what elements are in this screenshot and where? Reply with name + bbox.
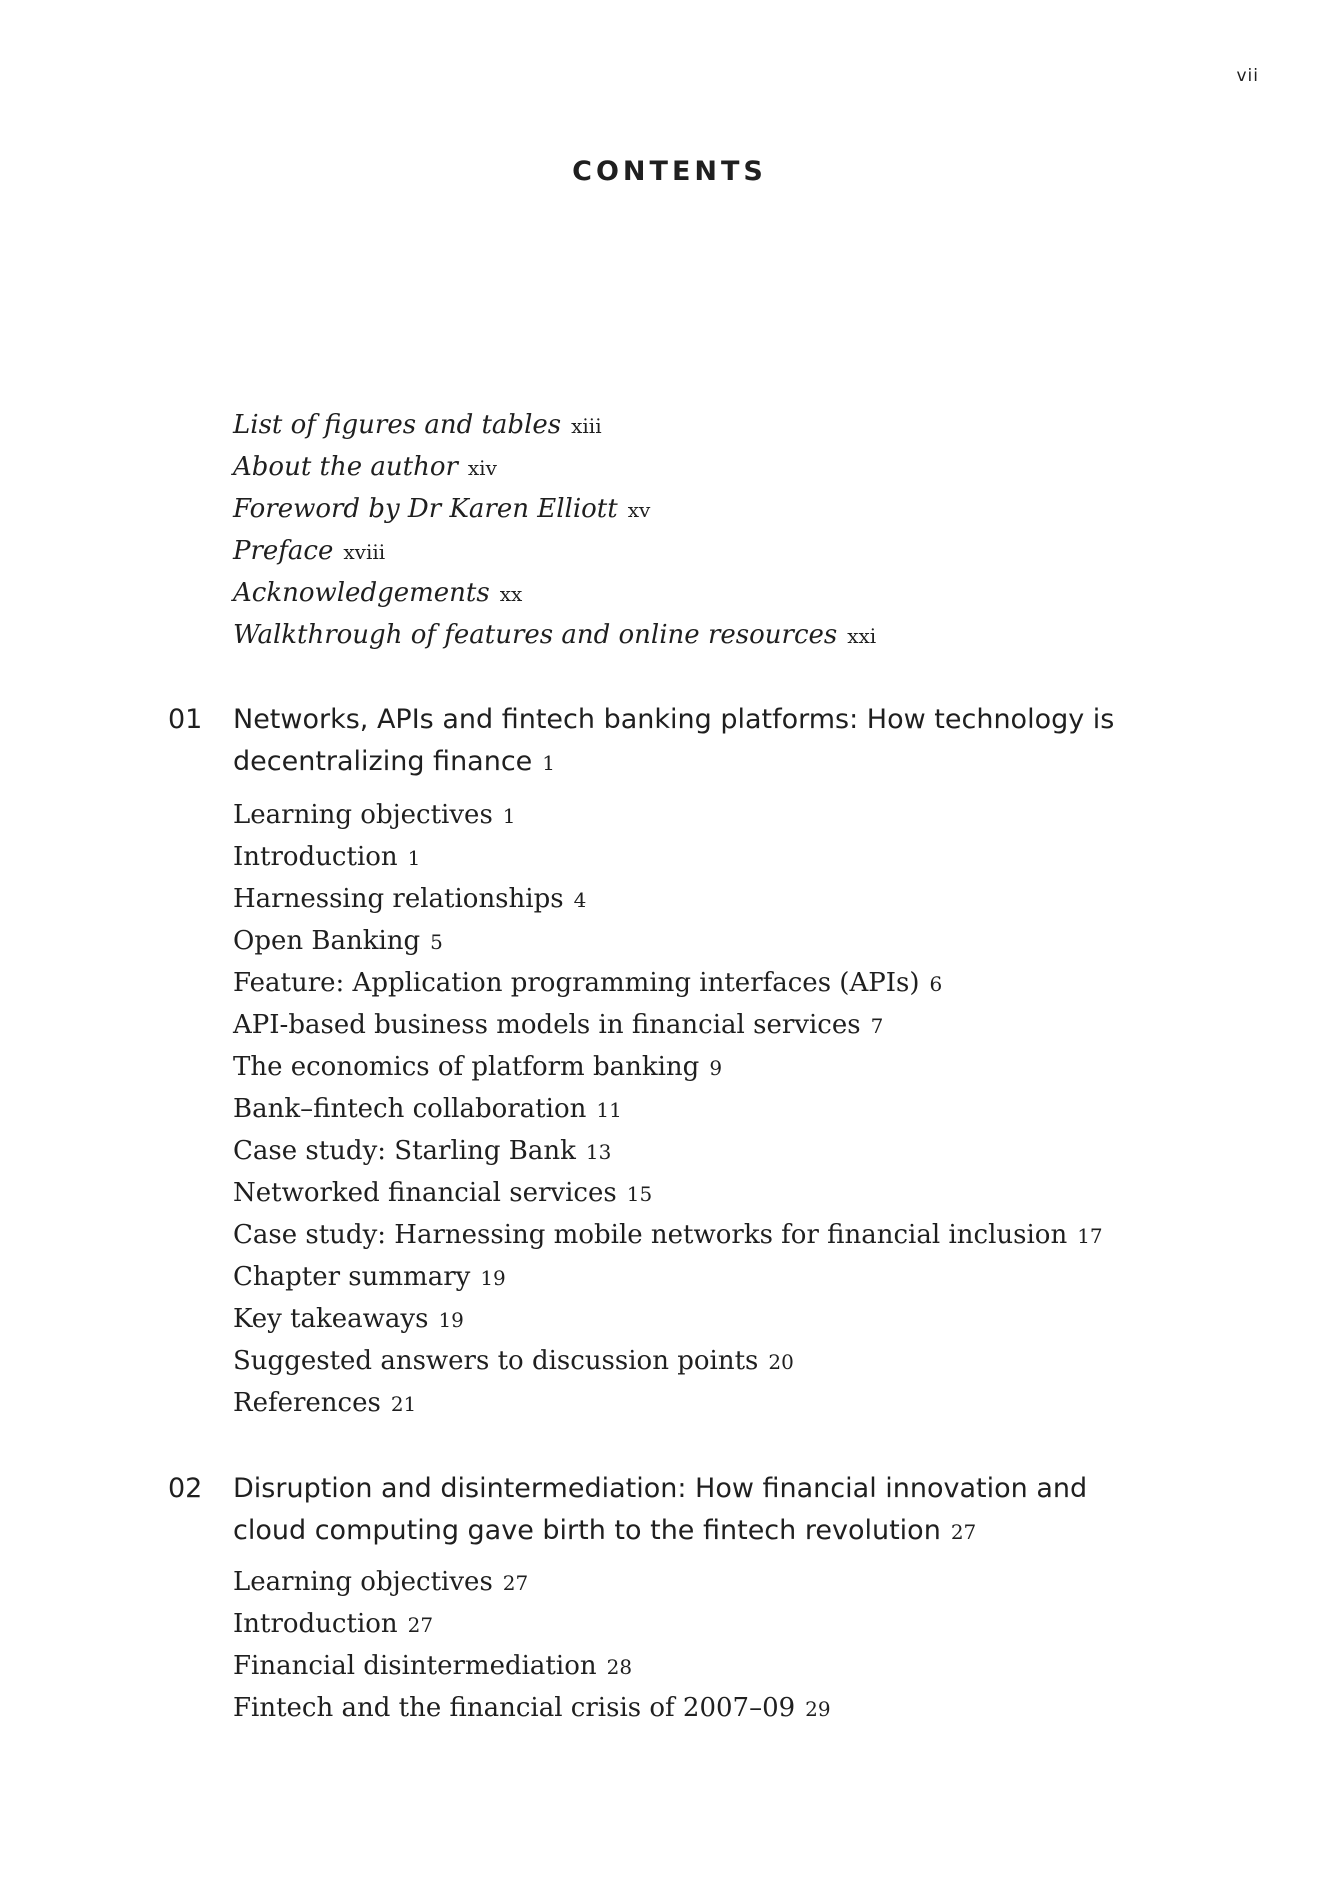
- toc-entry[interactable]: [233, 488, 1233, 530]
- section-list: [233, 1561, 1339, 1729]
- toc-entry-label: Walkthrough of features and online resources: [233, 620, 838, 650]
- toc-entry-page: 1: [502, 804, 516, 828]
- toc-entry-label: Learning objectives: [233, 800, 493, 830]
- toc-entry-page: xv: [627, 498, 651, 522]
- toc-entry-label: Case study: Harnessing mobile networks for financial inclusion: [233, 1220, 1068, 1250]
- toc-entry[interactable]: [233, 1256, 1339, 1298]
- section-list: [233, 794, 1339, 1424]
- toc-entry-page: 19: [480, 1266, 506, 1290]
- toc-entry-page: 11: [596, 1098, 622, 1122]
- toc-entry-label: Preface: [233, 536, 334, 566]
- toc-entry[interactable]: [233, 962, 1339, 1004]
- toc-entry[interactable]: [233, 1561, 1339, 1603]
- toc-entry[interactable]: [233, 794, 1339, 836]
- toc-entry-label: Suggested answers to discussion points: [233, 1346, 759, 1376]
- toc-entry[interactable]: [233, 1382, 1339, 1424]
- toc-entry-label: About the author: [233, 452, 458, 482]
- toc-entry-page: 7: [870, 1014, 884, 1038]
- toc-entry-page: 9: [709, 1056, 723, 1080]
- toc-entry[interactable]: [233, 1004, 1339, 1046]
- toc-entry-page: 27: [407, 1613, 434, 1637]
- toc-entry-label: Chapter summary: [233, 1262, 471, 1292]
- toc-entry-page: 17: [1077, 1224, 1103, 1248]
- toc-entry[interactable]: [233, 446, 1233, 488]
- toc-entry-page: xiv: [467, 456, 497, 480]
- toc-entry-label: Case study: Starling Bank: [233, 1136, 576, 1166]
- toc-entry-page: 28: [606, 1655, 633, 1679]
- toc-entry-label: Introduction: [233, 842, 398, 872]
- toc-entry-label: Learning objectives: [233, 1567, 493, 1597]
- toc-entry[interactable]: [233, 1298, 1339, 1340]
- chapter-number: 02: [168, 1473, 203, 1504]
- toc-entry[interactable]: [233, 530, 1233, 572]
- chapter-02: [0, 1468, 1339, 1729]
- toc-entry-page: 13: [585, 1140, 612, 1164]
- toc-entry[interactable]: [233, 404, 1233, 446]
- toc-entry-label: Feature: Application programming interfaces (APIs): [233, 968, 920, 998]
- toc-entry-page: xiii: [571, 414, 602, 438]
- toc-entry[interactable]: [233, 1687, 1339, 1729]
- toc-entry[interactable]: [233, 1046, 1339, 1088]
- toc-entry[interactable]: [233, 878, 1339, 920]
- contents-heading: CONTENTS: [572, 156, 767, 187]
- toc-entry-label: References: [233, 1388, 381, 1418]
- chapter-title: [233, 1468, 1133, 1553]
- toc-entry[interactable]: [233, 1603, 1339, 1645]
- page-number: vii: [1236, 66, 1259, 86]
- toc-entry-label: Harnessing relationships: [233, 884, 564, 914]
- chapter-title-text: Networks, APIs and fintech banking platforms: How technology is decentralizing finance: [233, 704, 1115, 777]
- toc-entry-page: xx: [499, 582, 523, 606]
- toc-entry-page: 21: [390, 1392, 417, 1416]
- chapter-number: 01: [168, 704, 203, 735]
- toc-entry[interactable]: [233, 1172, 1339, 1214]
- toc-entry-page: 29: [805, 1697, 831, 1721]
- toc-entry-page: 6: [929, 972, 943, 996]
- front-matter-list: [233, 404, 1233, 656]
- toc-entry-label: Fintech and the financial crisis of 2007–09: [233, 1693, 796, 1723]
- toc-entry[interactable]: [233, 1214, 1339, 1256]
- toc-entry-label: Bank–fintech collaboration: [233, 1094, 587, 1124]
- chapter-heading[interactable]: [0, 1468, 1339, 1556]
- toc-entry[interactable]: [233, 1088, 1339, 1130]
- toc-entry-page: 20: [768, 1350, 794, 1374]
- toc-entry-page: 15: [626, 1182, 653, 1206]
- toc-entry-label: Introduction: [233, 1609, 398, 1639]
- toc-entry-label: List of figures and tables: [233, 410, 562, 440]
- toc-entry[interactable]: [233, 1340, 1339, 1382]
- toc-entry-page: xxi: [847, 624, 877, 648]
- toc-entry-page: xviii: [343, 540, 386, 564]
- toc-entry[interactable]: [233, 614, 1233, 656]
- toc-entry-label: Key takeaways: [233, 1304, 429, 1334]
- chapter-page: 1: [542, 751, 556, 775]
- toc-entry[interactable]: [233, 836, 1339, 878]
- toc-entry-page: 4: [573, 888, 587, 912]
- chapter-title-text: Disruption and disintermediation: How financial innovation and cloud computing gave birth to the fintech revolution: [233, 1473, 1088, 1546]
- toc-entry-label: Open Banking: [233, 926, 421, 956]
- toc-entry-page: 1: [407, 846, 421, 870]
- toc-entry-label: Financial disintermediation: [233, 1651, 597, 1681]
- toc-entry-page: 27: [502, 1571, 529, 1595]
- toc-entry-label: Acknowledgements: [233, 578, 490, 608]
- toc-entry-label: Foreword by Dr Karen Elliott: [233, 494, 618, 524]
- chapter-page: 27: [950, 1520, 977, 1544]
- toc-entry-label: API-based business models in financial services: [233, 1010, 861, 1040]
- toc-entry[interactable]: [233, 920, 1339, 962]
- toc-entry-page: 5: [430, 930, 443, 954]
- toc-entry-label: Networked financial services: [233, 1178, 617, 1208]
- chapter-title: [233, 699, 1133, 784]
- chapter-01: [0, 699, 1339, 1424]
- toc-entry[interactable]: [233, 1645, 1339, 1687]
- chapter-heading[interactable]: [0, 699, 1339, 787]
- toc-entry[interactable]: [233, 572, 1233, 614]
- toc-entry[interactable]: [233, 1130, 1339, 1172]
- toc-entry-page: 19: [438, 1308, 464, 1332]
- toc-entry-label: The economics of platform banking: [233, 1052, 700, 1082]
